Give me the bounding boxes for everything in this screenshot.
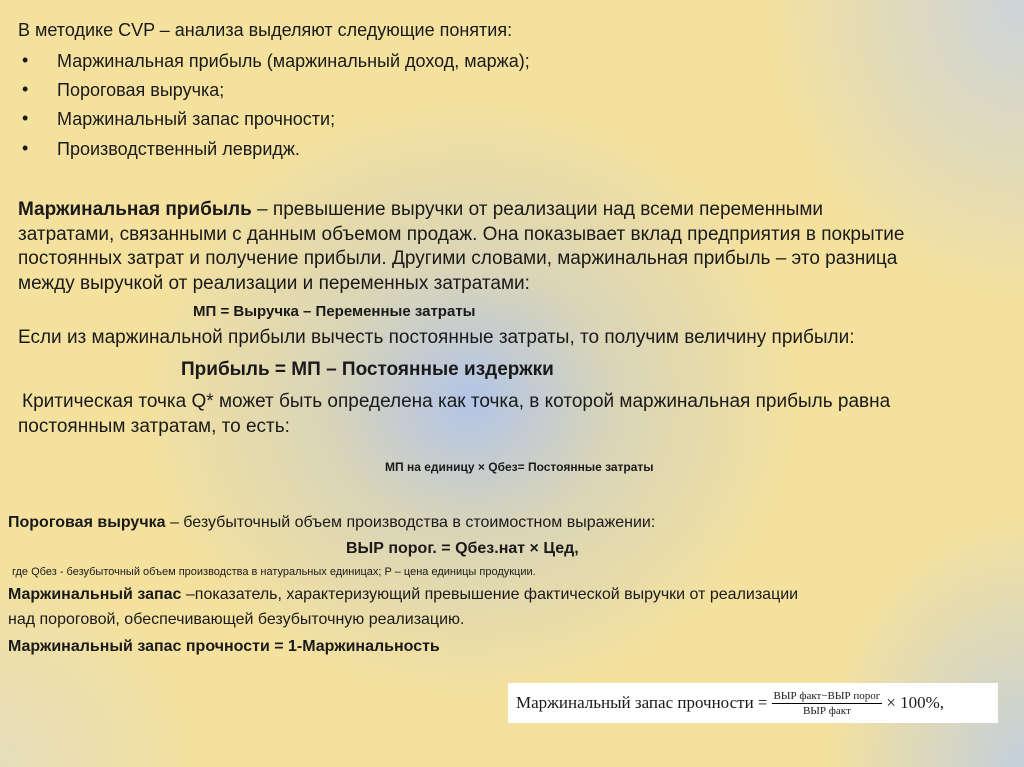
bullet-item: Пороговая выручка; — [57, 80, 225, 100]
bullet-icon: • — [22, 108, 29, 128]
threshold-line — [8, 512, 655, 534]
critical-text: Критическая точка Q* может быть определена как точка, в которой маржинальная прибыль равна — [22, 391, 891, 412]
bullet-item: Производственный левридж. — [57, 139, 300, 159]
formula-critical: МП на единицу × Qбез= Постоянные затраты — [385, 460, 654, 474]
margin-term: Маржинальный запас — [8, 586, 182, 603]
profit-text: Если из маржинальной прибыли вычесть постоянные затраты, то получим величину прибыли: — [18, 327, 855, 348]
threshold-term: Пороговая выручка — [8, 514, 166, 531]
mp-def-text: – превышение выручки от реализации над всеми переменными — [251, 199, 824, 220]
mp-definition-line: постоянных затрат и получение прибыли. Другими словами, маржинальная прибыль – это разница — [18, 248, 898, 269]
mp-term: Маржинальная прибыль — [18, 199, 252, 220]
bullet-item: Маржинальный запас прочности; — [57, 109, 336, 129]
margin-formula-image — [508, 683, 998, 723]
threshold-note: где Qбез - безубыточный объем производства в натуральных единицах; P – цена единицы продукции. — [12, 566, 536, 578]
threshold-text: – безубыточный объем производства в стоимостном выражении: — [165, 514, 656, 531]
formula-rhs: × 100%, — [886, 693, 944, 712]
intro-text: В методике CVP – анализа выделяют следующие понятия: — [18, 20, 513, 40]
formula-denominator: ВЫР факт — [802, 704, 851, 717]
bullet-icon: • — [22, 138, 29, 158]
formula-margin: Маржинальный запас прочности = 1-Маржинальность — [8, 638, 440, 655]
mp-definition-line: между выручкой от реализации и переменных затратами: — [18, 273, 530, 294]
mp-definition-line — [18, 199, 823, 221]
margin-line-2: над пороговой, обеспечивающей безубыточную реализацию. — [8, 611, 465, 628]
bullet-item: Маржинальная прибыль (маржинальный доход, маржа); — [57, 51, 530, 71]
formula-numerator: ВЫР факт−ВЫР порог — [773, 689, 881, 702]
formula-fraction — [772, 690, 883, 717]
margin-text: –показатель, характеризующий превышение фактической выручки от реализации — [181, 586, 799, 603]
formula-threshold: ВЫР порог. = Qбез.нат × Цед, — [346, 540, 579, 557]
critical-text: постоянным затратам, то есть: — [18, 416, 290, 437]
bullet-icon: • — [22, 79, 29, 99]
formula-profit: Прибыль = МП – Постоянные издержки — [181, 359, 554, 380]
formula-lhs: Маржинальный запас прочности = — [516, 693, 768, 712]
bullet-icon: • — [22, 50, 29, 70]
formula-mp: МП = Выручка – Переменные затраты — [193, 303, 476, 320]
mp-definition-line: затратами, связанными с данным объемом продаж. Она показывает вклад предприятия в покрытие — [18, 224, 905, 245]
margin-line — [8, 584, 798, 606]
